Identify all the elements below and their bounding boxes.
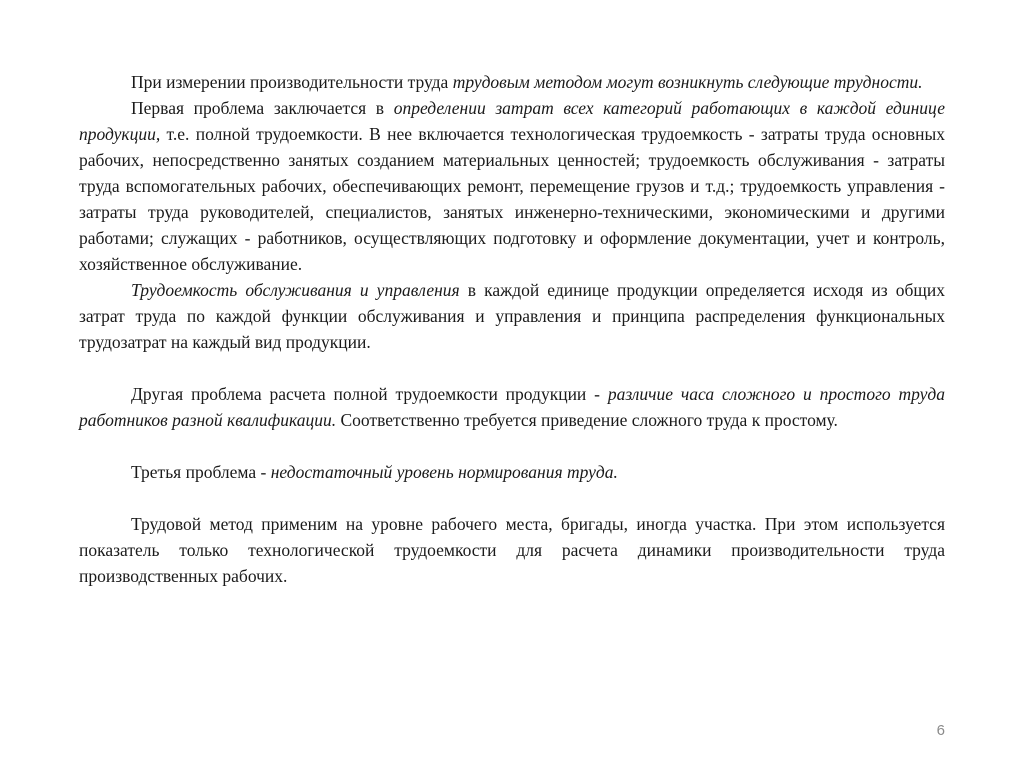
- text-segment: При измерении производительности труда: [131, 72, 453, 92]
- italic-segment: Трудоемкость обслуживания и управления: [131, 280, 460, 300]
- text-segment: Трудовой метод применим на уровне рабочего места, бригады, иногда участка. При этом используется показатель только технологической трудоемкости для расчета динамики производительности труда производственных рабочих.: [79, 514, 945, 586]
- paragraph-spacer: [79, 485, 945, 511]
- text-segment: Третья проблема -: [131, 462, 271, 482]
- italic-segment: трудовым методом могут возникнуть следующие трудности.: [452, 72, 923, 92]
- text-segment: Первая проблема заключается в: [131, 98, 394, 118]
- page-number: 6: [936, 722, 945, 739]
- text-segment: в каждой единице продукции определяется исходя из общих затрат труда по каждой функции обслуживания и управления и принципа распределения функциональных трудозатрат на каждый вид продукции.: [79, 280, 945, 352]
- text-segment: т.е. полной трудоемкости. В нее включается технологическая трудоемкость - затраты труда основных рабочих, непосредственно занятых созданием материальных ценностей; трудоемкость обслуживания - затраты труда вспомогательных рабочих, обеспечивающих ремонт, перемещение грузов и т.д.; трудоемкость управления - затраты труда руководителей, специалистов, занятых инженерно-техническими, экономическими и другими работами; служащих - работников, осуществляющих подготовку и оформление документации, учет и контроль, хозяйственное обслуживание.: [79, 124, 945, 274]
- text-segment: Соответственно требуется приведение сложного труда к простому.: [336, 410, 838, 430]
- paragraph-third-problem: [79, 459, 945, 485]
- paragraph-first-problem: [79, 95, 945, 277]
- text-segment: Другая проблема расчета полной трудоемкости продукции -: [131, 384, 608, 404]
- italic-segment: различие часа сложного и простого труда работников разной квалификации.: [79, 384, 945, 430]
- italic-segment: определении затрат всех категорий работающих в каждой единице продукции,: [79, 98, 945, 144]
- paragraph-service-management: [79, 277, 945, 355]
- document-page: [79, 69, 945, 589]
- paragraph-intro: [79, 69, 945, 95]
- paragraph-second-problem: [79, 381, 945, 433]
- paragraph-method-scope: [79, 511, 945, 589]
- paragraph-spacer: [79, 433, 945, 459]
- paragraph-spacer: [79, 355, 945, 381]
- italic-segment: недостаточный уровень нормирования труда.: [270, 462, 618, 482]
